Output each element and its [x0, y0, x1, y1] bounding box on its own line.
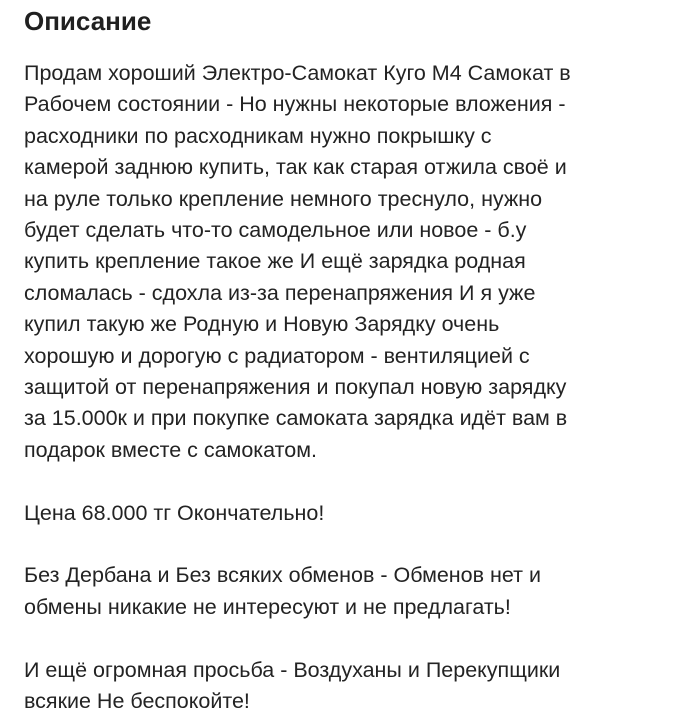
- description-body: [24, 58, 656, 717]
- description-line: Рабочем состоянии - Но нужны некоторые вложения -: [24, 92, 566, 117]
- description-line: всякие Не беспокойте!: [24, 689, 250, 714]
- description-line: Продам хороший Электро-Самокат Куго М4 Самокат в: [24, 61, 571, 85]
- description-line: купить крепление такое же И ещё зарядка родная: [24, 249, 526, 274]
- description-paragraph-price: [24, 498, 656, 529]
- description-line: хорошую и дорогую с радиатором - вентиляцией с: [24, 343, 530, 368]
- description-line: камерой заднюю купить, так как старая отжила своё и: [24, 155, 567, 180]
- price-line: Цена 68.000 тг Окончательно!: [24, 500, 325, 525]
- description-heading: Описание: [24, 6, 152, 36]
- description-line: будет сделать что-то самодельное или новое - б.у: [24, 218, 527, 243]
- description-line: подарок вместе с самокатом.: [24, 437, 317, 462]
- description-paragraph-no-trades: [24, 560, 656, 623]
- description-line: купил такую же Родную и Новую Зарядку очень: [24, 312, 500, 337]
- description-paragraph-main: [24, 58, 656, 466]
- description-line: за 15.000к и при покупке самоката зарядка идёт вам в: [24, 406, 568, 431]
- description-line: И ещё огромная просьба - Воздуханы и Перекупщики: [24, 657, 561, 682]
- description-line: защитой от перенапряжения и покупал новую зарядку: [24, 375, 567, 400]
- description-paragraph-request: [24, 655, 656, 717]
- description-line: сломалась - сдохла из-за перенапряжения И я уже: [24, 280, 536, 305]
- description-line: обмены никакие не интересуют и не предлагать!: [24, 594, 511, 619]
- description-line: на руле только крепление немного треснуло, нужно: [24, 186, 543, 211]
- description-line: расходники по расходникам нужно покрышку с: [24, 123, 492, 148]
- description-line: Без Дербана и Без всяких обменов - Обменов нет и: [24, 563, 541, 588]
